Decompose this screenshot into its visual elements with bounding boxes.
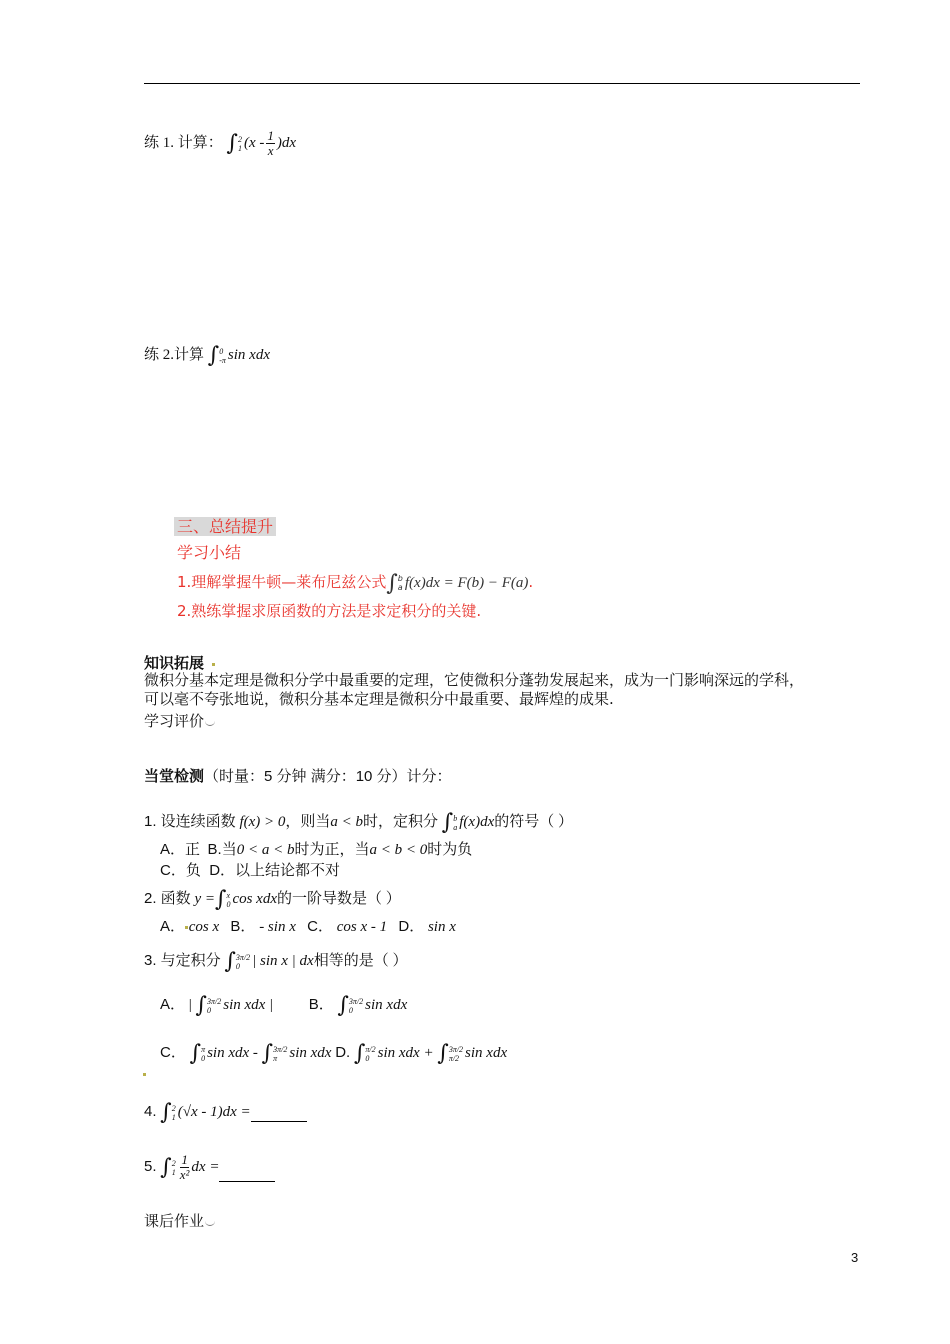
exercise-2-label: 练 2.计算 (144, 347, 205, 363)
q2-option-b: - sin x (259, 919, 296, 935)
homework-heading: 课后作业 (144, 1213, 205, 1230)
q4-answer-blank[interactable] (251, 1107, 307, 1122)
newton-leibniz-formula: f(x)dx = F(b) − F(a) (404, 575, 529, 591)
q1-condition: f(x) > 0 (239, 814, 286, 830)
q2-option-a: cos x (188, 919, 220, 935)
integral-sign: ∫ (214, 887, 227, 912)
lower-limit: 0 (235, 961, 240, 971)
question-5 (144, 1152, 275, 1182)
q1-stem-a: 1. 设连续函数 (144, 813, 236, 830)
integral-sign: ∫ (189, 1041, 202, 1066)
knowledge-line-2: 可以毫不夸张地说，微积分基本定理是微积分中最重要、最辉煌的成果. (144, 690, 614, 708)
q4-integrand: (√x - 1)dx = (177, 1104, 251, 1120)
q2-option-d-label[interactable]: D． (398, 918, 425, 935)
integral-sign: ∫ (353, 1041, 366, 1066)
q5-number: 5. (144, 1158, 157, 1175)
exercise-1-label: 练 1. 计算： (144, 135, 223, 151)
lower-limit: 1 (237, 143, 242, 153)
q2-stem-a: 2. 函数 (144, 890, 191, 907)
integral-sign: ∫ (437, 1041, 449, 1066)
q1-options-row-1 (160, 838, 472, 859)
q2-option-a-label[interactable]: A． (160, 918, 186, 935)
q1-option-b-label[interactable]: B.当 (207, 841, 237, 858)
homework-heading-wrap (144, 1210, 215, 1231)
expr-post: )dx (276, 135, 297, 151)
upper-limit: 3π/2 (348, 996, 364, 1006)
frac-den: x (267, 143, 274, 159)
q2-option-c-label[interactable]: C． (307, 918, 333, 935)
page-number: 3 (851, 1250, 859, 1265)
q1-option-a[interactable]: A．正 (160, 841, 201, 858)
q1-option-b-end: 时为负 (427, 842, 473, 858)
upper-limit: π (201, 1044, 206, 1054)
frac-num: 1 (181, 1152, 188, 1168)
q1-stem-d: 的符号（ ） (494, 814, 573, 830)
squiggle-mark (205, 1219, 215, 1226)
q2-option-b-label[interactable]: B． (230, 918, 256, 935)
integral-sign: ∫ (160, 1100, 172, 1125)
integral-sign: ∫ (195, 993, 207, 1018)
q3-integrand: | sin x | dx (252, 953, 314, 969)
evaluation-heading-wrap (144, 710, 215, 731)
upper-limit: x (226, 890, 230, 900)
integral-sign: ∫ (207, 343, 220, 368)
lower-limit: 1 (171, 1112, 176, 1122)
q3-option-a-label[interactable]: A． (160, 996, 186, 1013)
integral-sign: ∫ (441, 810, 454, 835)
q2-option-c: cos x - 1 (336, 919, 388, 935)
summary-item-1-end: . (528, 573, 534, 591)
lower-limit: 0 (207, 1005, 211, 1015)
test-header (144, 765, 452, 786)
lower-limit: a (453, 822, 458, 832)
q1-option-c[interactable]: C．负 (160, 862, 201, 879)
squiggle-mark (205, 719, 215, 726)
upper-limit: 3π/2 (448, 1044, 464, 1054)
frac-den: x² (179, 1167, 190, 1183)
summary-block (174, 514, 594, 622)
test-info: （时量：5 分钟 满分：10 分）计分： (204, 768, 452, 785)
q2-options (160, 915, 456, 936)
header-rule (144, 83, 860, 84)
integral-sign: ∫ (160, 1155, 172, 1180)
q3-option-b-label[interactable]: B． (308, 996, 334, 1013)
q2-stem-b: 的一阶导数是（ ） (277, 891, 401, 907)
frac-num: 1 (267, 128, 274, 144)
knowledge-line-1: 微积分基本定理是微积分学中最重要的定理，它使微积分蓬勃发展起来，成为一门影响深远的学科， (144, 671, 805, 689)
q1-option-b-text: 时为正，当 (294, 842, 370, 858)
q3-option-d-expr-1: sin xdx + (377, 1045, 434, 1061)
upper-limit: b (453, 813, 458, 823)
q3-option-c-expr-1: sin xdx - (207, 1045, 258, 1061)
q1-option-b-cond-1: 0 < a < b (236, 842, 295, 858)
q4-number: 4. (144, 1103, 157, 1120)
integral-sign: ∫ (386, 571, 398, 596)
q3-option-d-expr-2: sin xdx (465, 1045, 508, 1061)
q5-answer-blank[interactable] (219, 1167, 275, 1182)
question-4 (144, 1097, 307, 1125)
q3-option-a-expr: sin xdx | (223, 997, 274, 1013)
lower-limit: a (397, 582, 403, 592)
summary-item-2: 2.熟练掌握求原函数的方法是求定积分的关键. (177, 602, 482, 620)
lower-limit: -π (219, 355, 226, 365)
upper-limit: 2 (171, 1103, 176, 1113)
q1-options-row-2 (160, 859, 340, 880)
question-1 (144, 807, 573, 835)
upper-limit: 0 (219, 346, 224, 356)
q3-stem-a: 3. 与定积分 (144, 952, 221, 969)
marker-dot (212, 663, 215, 666)
integral-sign: ∫ (226, 131, 238, 156)
knowledge-paragraph (144, 671, 870, 709)
integral-sign: ∫ (224, 949, 236, 974)
upper-limit: π/2 (365, 1044, 376, 1054)
lower-limit: 0 (201, 1053, 206, 1063)
lower-limit: π (273, 1053, 278, 1063)
upper-limit: b (397, 573, 403, 583)
q3-options-row-1 (160, 990, 408, 1018)
summary-item-1-text: 1.理解掌握牛顿—莱布尼兹公式 (177, 573, 387, 591)
summary-heading: 三、总结提升 (174, 517, 276, 536)
question-2 (144, 884, 401, 912)
q2-integrand: cos xdx (232, 891, 277, 907)
q1-stem-c: 时，定积分 (363, 814, 439, 830)
q1-stem-b: ，则当 (285, 814, 331, 830)
exercise-1 (144, 128, 296, 158)
evaluation-heading: 学习评价 (144, 713, 205, 730)
integrand: sin xdx (227, 347, 270, 363)
expr-pre: (x - (243, 135, 265, 151)
q3-options-row-2 (160, 1038, 508, 1066)
q1-condition-2: a < b (330, 814, 364, 830)
q3-option-d-label[interactable]: D. (335, 1044, 351, 1061)
q5-integrand: dx = (191, 1159, 220, 1175)
exercise-2 (144, 340, 270, 368)
q2-func-lhs: y = (194, 891, 215, 907)
lower-limit: 0 (348, 1005, 353, 1015)
test-heading: 当堂检测 (144, 768, 205, 785)
q3-option-b-expr: sin xdx (365, 997, 408, 1013)
lower-limit: 0 (365, 1053, 370, 1063)
q2-option-d: sin x (427, 919, 456, 935)
q1-integrand: f(x)dx (459, 814, 495, 830)
upper-limit: 3π/2 (207, 996, 222, 1006)
integral-sign: ∫ (337, 993, 349, 1018)
upper-limit: 2 (171, 1158, 176, 1168)
upper-limit: 3π/2 (273, 1044, 288, 1054)
q3-option-c-expr-2: sin xdx (289, 1045, 332, 1061)
knowledge-heading: 知识拓展 (144, 655, 205, 672)
summary-item-1 (177, 568, 534, 596)
upper-limit: 3π/2 (235, 952, 251, 962)
lower-limit: 0 (226, 899, 231, 909)
integral-sign: ∫ (261, 1041, 274, 1066)
lower-limit: π/2 (448, 1053, 460, 1063)
upper-limit: 2 (237, 134, 242, 144)
q3-stem-b: 相等的是（ ） (313, 953, 408, 969)
marker-dot (185, 926, 188, 929)
lower-limit: 1 (171, 1167, 176, 1177)
q3-option-a-abs-open: | (188, 997, 192, 1013)
q1-option-b-cond-2: a < b < 0 (369, 842, 428, 858)
question-3 (144, 946, 408, 974)
q3-option-c-label[interactable]: C． (160, 1044, 186, 1061)
summary-subheading: 学习小结 (177, 543, 242, 562)
marker-dot (143, 1073, 146, 1076)
q1-option-d[interactable]: D．以上结论都不对 (209, 862, 341, 879)
